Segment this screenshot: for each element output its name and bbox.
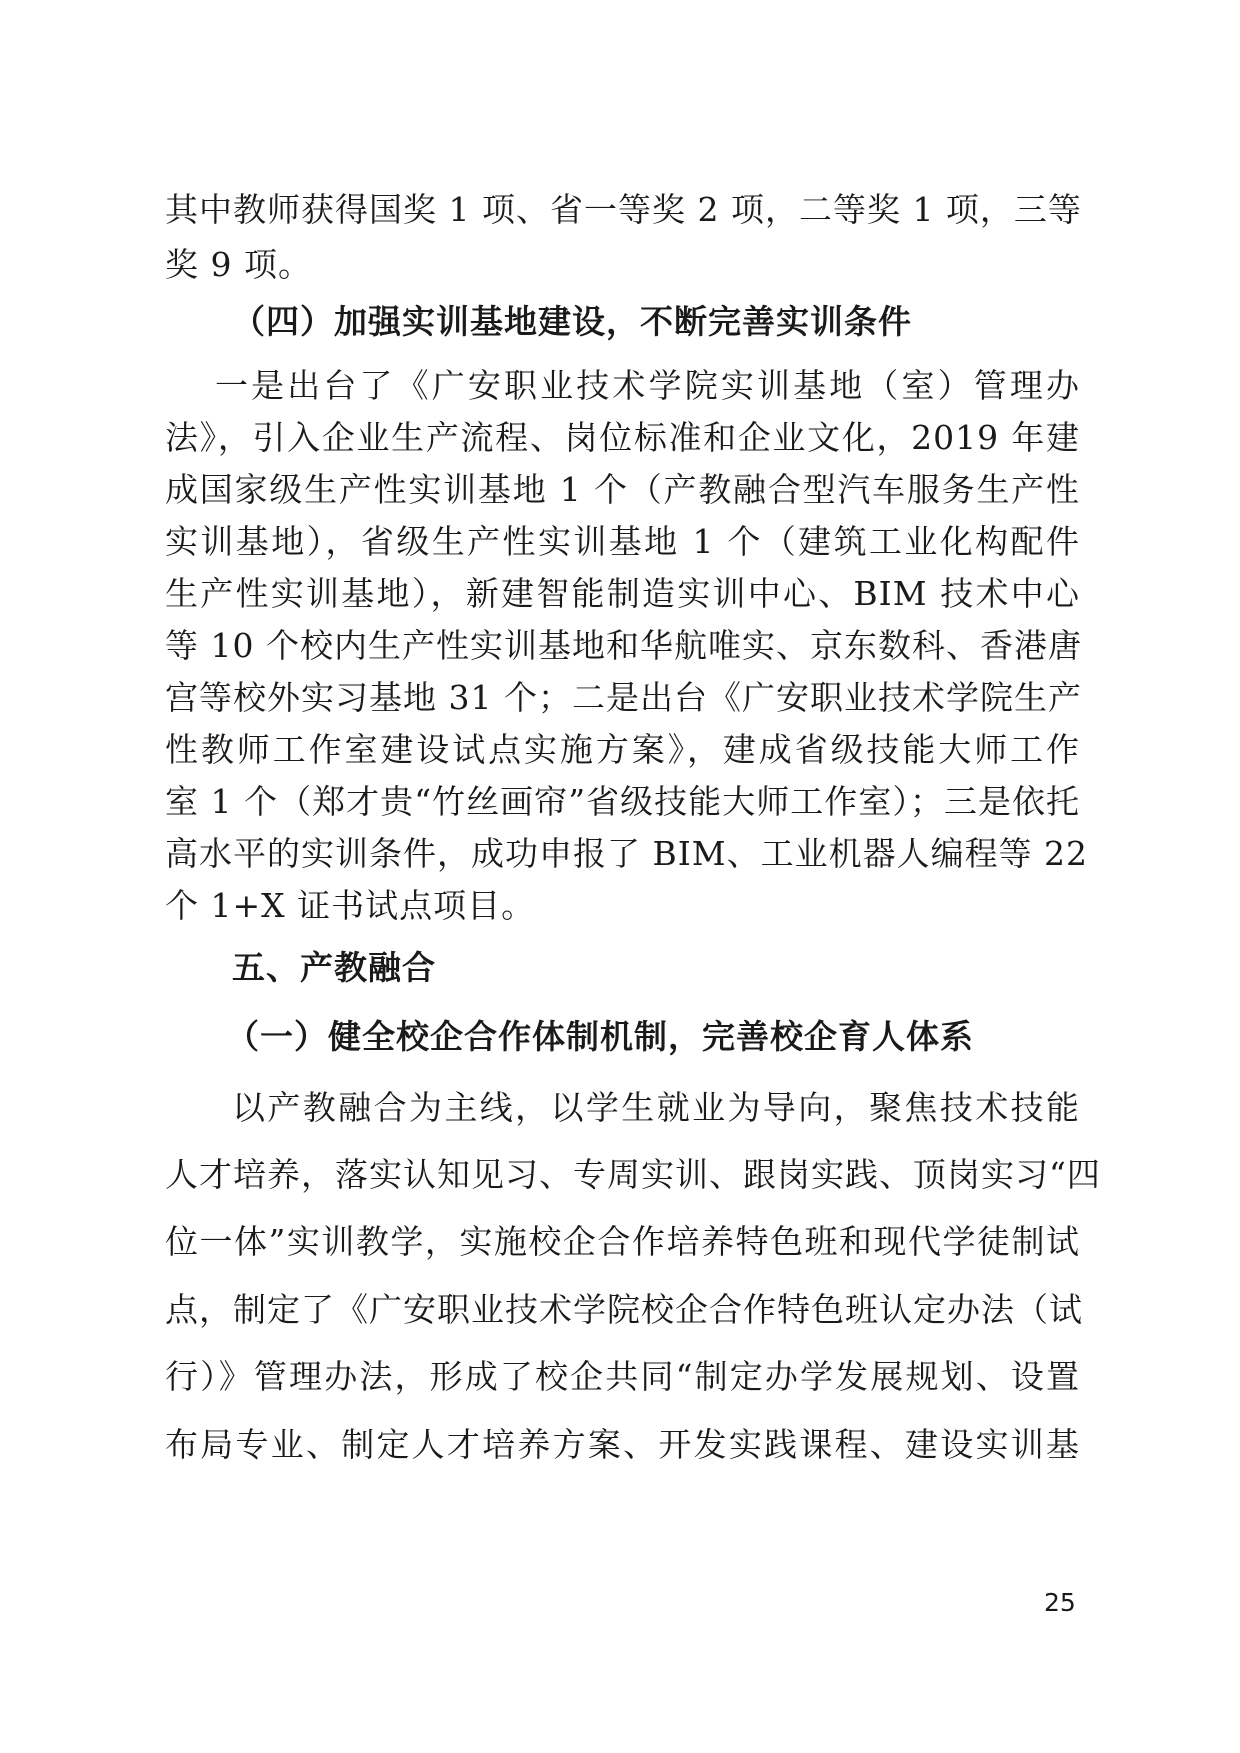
paragraph-line: 成国家级生产性实训基地 1 个（产教融合型汽车服务生产性 (165, 470, 1080, 509)
paragraph-line: 宫等校外实习基地 31 个；二是出台《广安职业技术学院生产 (165, 678, 1082, 717)
paragraph-line: 个 1+X 证书试点项目。 (165, 886, 536, 925)
paragraph-line: 点，制定了《广安职业技术学院校企合作特色班认定办法（试 (165, 1290, 1083, 1329)
paragraph-line: 法》，引入企业生产流程、岗位标准和企业文化，2019 年建 (165, 418, 1080, 457)
paragraph-line: 高水平的实训条件，成功申报了 BIM、工业机器人编程等 22 (165, 834, 1089, 873)
section-heading-system: （一）健全校企合作体制机制，完善校企育人体系 (226, 1017, 974, 1056)
paragraph-line: 奖 9 项。 (165, 245, 312, 284)
paragraph-line: 位一体”实训教学，实施校企合作培养特色班和现代学徒制试 (165, 1222, 1080, 1261)
section-heading-training-base: （四）加强实训基地建设，不断完善实训条件 (232, 302, 912, 341)
paragraph-line: 一是出台了《广安职业技术学院实训基地（室）管理办 (215, 366, 1080, 405)
paragraph-line: 等 10 个校内生产性实训基地和华航唯实、京东数科、香港唐 (165, 626, 1082, 665)
paragraph-line: 人才培养，落实认知见习、专周实训、跟岗实践、顶岗实习“四 (165, 1155, 1101, 1194)
paragraph-line: 性教师工作室建设试点实施方案》，建成省级技能大师工作 (165, 730, 1080, 769)
paragraph-line: 以产教融合为主线，以学生就业为导向，聚焦技术技能 (232, 1088, 1080, 1127)
paragraph-line: 行）》管理办法，形成了校企共同“制定办学发展规划、设置 (165, 1357, 1080, 1396)
paragraph-line: 其中教师获得国奖 1 项、省一等奖 2 项，二等奖 1 项，三等 (165, 190, 1082, 229)
paragraph-line: 生产性实训基地），新建智能制造实训中心、BIM 技术中心 (165, 574, 1080, 613)
page-number: 25 (1044, 1588, 1076, 1617)
paragraph-line: 室 1 个（郑才贵“竹丝画帘”省级技能大师工作室）；三是依托 (165, 782, 1080, 821)
paragraph-line: 实训基地），省级生产性实训基地 1 个（建筑工业化构配件 (165, 522, 1080, 561)
paragraph-line: 布局专业、制定人才培养方案、开发实践课程、建设实训基 (165, 1425, 1080, 1464)
section-heading-five: 五、产教融合 (232, 948, 436, 987)
